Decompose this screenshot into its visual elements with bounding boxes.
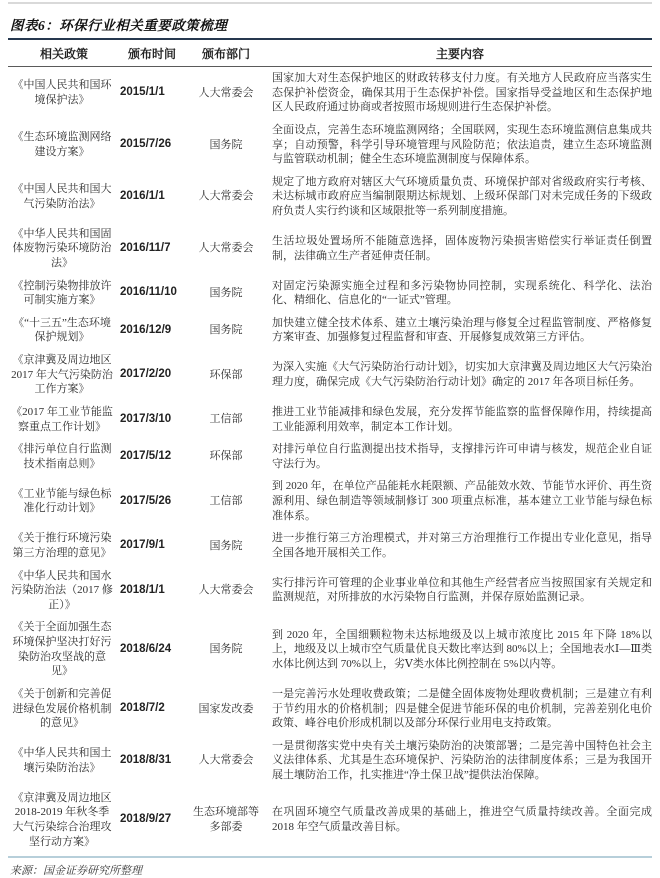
main-content-cell: 国家加大对生态保护地区的财政转移支付力度。有关地方人民政府应当落实生态保护补偿资金，确保其用于生态保护补偿。国家指导受益地区和生态保护地区人民政府通过协商或者按照市场规则进行生态保护补偿。	[272, 72, 652, 114]
main-content-cell: 推进工业节能减排和绿色发展，充分发挥节能监察的监督保障作用，持续提高工业能源利用效率，制定本工作计划。	[272, 405, 652, 433]
publish-date-cell: 2018/9/27	[120, 813, 172, 826]
table-row	[8, 527, 652, 564]
main-content-cell: 规定了地方政府对辖区大气环境质量负责、环境保护部对省级政府实行考核、未达标城市政府应当编制限期达标规划、上级环保部门对未完成任务的下级政府负责人实行约谈和区域限批等一系列制度措施。	[272, 175, 652, 217]
report-figure-page	[8, 0, 652, 878]
table-row	[8, 67, 652, 119]
publish-date-cell: 2018/7/2	[120, 702, 165, 715]
publish-date-cell: 2017/3/10	[120, 412, 172, 425]
main-content-cell: 为深入实施《大气污染防治行动计划》，切实加大京津冀及周边地区大气污染治理力度，确保完成《大气污染防治行动计划》确定的 2017 年各项目标任务。	[272, 361, 652, 388]
publish-dept-cell: 人大常委会	[198, 242, 254, 255]
main-content-cell: 对固定污染源实施全过程和多污染物协同控制，实现系统化、科学化、法治化、精细化、信息化的“一证式”管理。	[272, 279, 652, 307]
policy-name-cell: 《中国人民共和国大气污染防治法》	[12, 183, 112, 210]
main-content-cell: 全面设点，完善生态环境监测网络；全国联网，实现生态环境监测信息集成共享；自动预警，科学引导环境管理与风险防范；依法追责，建立生态环境监测与监管联动机制；健全生态环境监测制度与保障体系。	[272, 123, 652, 166]
publish-dept-cell: 人大常委会	[198, 190, 254, 203]
publish-dept-cell: 国务院	[209, 643, 243, 656]
publish-dept-cell: 环保部	[209, 368, 243, 381]
column-header-date: 颁布时间	[120, 40, 184, 67]
publish-date-cell: 2016/11/7	[120, 241, 171, 254]
publish-date-cell: 2018/6/24	[120, 642, 172, 655]
column-header-content: 主要内容	[268, 40, 652, 67]
policy-name-cell: 《排污单位自行监测技术指南总则》	[12, 443, 112, 470]
table-row	[8, 475, 652, 527]
publish-dept-cell: 人大常委会	[198, 86, 254, 99]
publish-dept-cell: 国务院	[209, 286, 243, 299]
publish-date-cell: 2017/9/1	[120, 539, 165, 552]
column-header-policy: 相关政策	[8, 40, 120, 67]
policy-name-cell: 《控制污染物排放许可制实施方案》	[12, 279, 112, 307]
main-content-cell: 到 2020 年，全国细颗粒物未达标地级及以上城市浓度比 2015 年下降 18%以上，地级及以上城市空气质量优良天数比率达到 80%以上；全国地表水Ⅰ—Ⅲ类水体比例达到 70%以上，劣Ⅴ类水体比例控制在 5%以内等。	[272, 628, 652, 670]
table-row	[8, 401, 652, 438]
main-content-cell: 一是贯彻落实党中央有关土壤污染防治的决策部署；二是完善中国特色社会主义法律体系、尤其是生态环境保护、污染防治的法律制度体系；三是为我国开展土壤防治工作，扎实推进“净土保卫战”提供法治保障。	[272, 739, 652, 781]
publish-date-cell: 2017/5/12	[120, 450, 172, 463]
table-row	[8, 438, 652, 475]
table-body	[8, 67, 652, 854]
publish-dept-cell: 人大常委会	[198, 754, 254, 767]
publish-dept-cell: 人大常委会	[198, 584, 254, 597]
policy-name-cell: 《中国人民共和国环境保护法》	[12, 79, 112, 106]
publish-date-cell: 2015/7/26	[120, 138, 172, 151]
publish-dept-cell: 国务院	[209, 138, 243, 151]
publish-dept-cell: 环保部	[209, 450, 243, 463]
main-content-cell: 进一步推行第三方治理模式，并对第三方治理推行工作提出专业化意见，指导全国各地开展相关工作。	[272, 532, 652, 559]
main-content-cell: 生活垃圾处置场所不能随意选择，固体废物污染损害赔偿实行举证责任倒置制，法律确立生产者延伸责任制。	[272, 234, 652, 262]
policy-name-cell: 《中华人民共和国水污染防治法（2017 修正）》	[11, 569, 113, 611]
publish-dept-cell: 工信部	[209, 413, 243, 426]
publish-date-cell: 2018/8/31	[120, 754, 172, 767]
publish-date-cell: 2018/1/1	[120, 583, 165, 596]
main-content-cell: 一是完善污水处理收费政策；二是健全固体废物处理收费机制；三是建立有利于节约用水的价格机制；四是健全促进节能环保的电价机制，完善差别化电价政策、峰谷电价形成机制以及部分环保行业用电支持政策。	[272, 687, 652, 730]
main-content-cell: 实行排污许可管理的企业事业单位和其他生产经营者应当按照国家有关规定和监测规范，对所排放的水污染物自行监测，并保存原始监测记录。	[272, 576, 652, 604]
table-row	[8, 349, 652, 401]
publish-date-cell: 2016/12/9	[120, 323, 172, 336]
policy-name-cell: 《工业节能与绿色标准化行动计划》	[12, 487, 112, 515]
publish-dept-cell: 国务院	[209, 539, 243, 552]
policy-name-cell: 《关于创新和完善促进绿色发展价格机制的意见》	[12, 687, 112, 730]
main-content-cell: 在巩固环境空气质量改善成果的基础上，推进空气质量持续改善。全面完成 2018 年空气质量改善目标。	[272, 806, 652, 833]
publish-date-cell: 2017/2/20	[120, 368, 172, 381]
publish-dept-cell: 生态环境部等多部委	[193, 806, 259, 833]
table-row	[8, 119, 652, 171]
table-header	[8, 40, 652, 67]
table-row	[8, 683, 652, 735]
policy-name-cell: 《京津冀及周边地区 2018-2019 年秋冬季大气污染综合治理攻坚行动方案》	[12, 791, 112, 848]
column-header-dept: 颁布部门	[184, 40, 268, 67]
policy-name-cell: 《关于全面加强生态环境保护坚决打好污染防治攻坚战的意见》	[12, 621, 112, 678]
publish-dept-cell: 国家发改委	[198, 702, 254, 715]
policy-name-cell: 《中华人民共和国固体废物污染环境防治法》	[12, 227, 112, 269]
publish-date-cell: 2015/1/1	[120, 86, 165, 99]
main-content-cell: 到 2020 年，在单位产品能耗水耗限额、产品能效水效、节能节水评价、再生资源利用、绿色制造等领域制修订 300 项重点标准，基本建立工业节能与绿色标准体系。	[272, 480, 652, 522]
table-row	[8, 312, 652, 349]
policy-table	[8, 40, 652, 853]
publish-dept-cell: 国务院	[209, 324, 243, 337]
policy-name-cell: 《“十三五”生态环境保护规划》	[13, 316, 111, 344]
policy-name-cell: 《2017 年工业节能监察重点工作计划》	[11, 405, 113, 433]
policy-name-cell: 《关于推行环境污染第三方治理的意见》	[12, 532, 112, 559]
publish-date-cell: 2016/1/1	[120, 190, 165, 203]
policy-name-cell: 《京津冀及周边地区 2017 年大气污染防治工作方案》	[11, 354, 113, 396]
table-row	[8, 275, 652, 312]
publish-dept-cell: 工信部	[209, 495, 243, 507]
figure-title: 图表6：环保行业相关重要政策梳理	[8, 14, 652, 40]
top-divider	[8, 2, 652, 4]
source-note: 来源：国金证券研究所整理	[10, 865, 142, 878]
table-row	[8, 171, 652, 223]
table-row	[8, 735, 652, 787]
table-row	[8, 565, 652, 617]
table-row	[8, 787, 652, 854]
publish-date-cell: 2016/11/10	[120, 286, 177, 299]
policy-name-cell: 《中华人民共和国土壤污染防治法》	[12, 747, 112, 774]
table-row	[8, 223, 652, 275]
publish-date-cell: 2017/5/26	[120, 494, 172, 507]
main-content-cell: 加快建立健全技术体系、建立土壤污染治理与修复全过程监管制度、严格修复方案审查、加强修复过程监督和审查、开展修复成效第三方评估。	[272, 316, 652, 344]
policy-name-cell: 《生态环境监测网络建设方案》	[12, 131, 112, 158]
table-row	[8, 616, 652, 683]
main-content-cell: 对排污单位自行监测提出技术指导，支撑排污许可申请与核发，规范企业自证守法行为。	[272, 443, 652, 470]
